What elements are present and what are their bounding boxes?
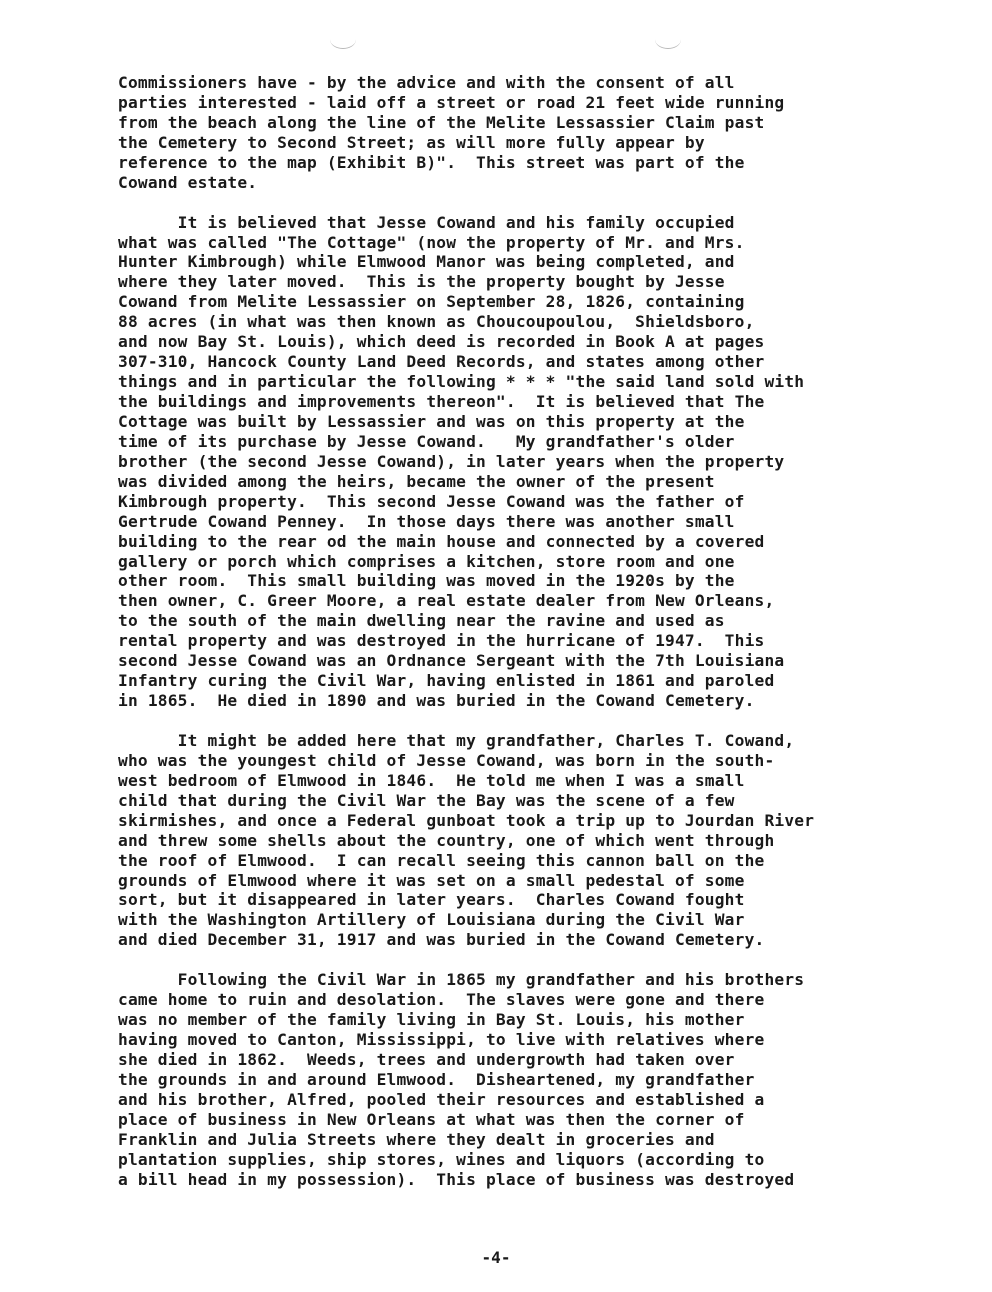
text-line: was divided among the heirs, became the owner of the present — [118, 471, 715, 491]
page-number: -4- — [481, 1248, 511, 1267]
text-line: skirmishes, and once a Federal gunboat took a trip up to Jourdan River — [118, 810, 815, 830]
text-line: 88 acres (in what was then known as Choucoupoulou, Shieldsboro, — [118, 312, 755, 332]
text-line: the buildings and improvements thereon". It is believed that The — [118, 392, 765, 411]
text-line: parties interested - laid off a street or road 21 feet wide running — [118, 92, 785, 112]
text-line: Gertrude Cowand Penney. In those days there was another small — [118, 511, 735, 531]
text-line: time of its purchase by Jesse Cowand. My grandfather's older — [118, 431, 735, 451]
punch-mark-left — [330, 30, 356, 49]
text-line: gallery or porch which comprises a kitchen, store room and one — [118, 551, 735, 571]
text-line: 307-310, Hancock County Land Deed Records, and states among other — [118, 352, 765, 372]
text-line: Commissioners have - by the advice and with the consent of all — [118, 73, 735, 92]
text-line: where they later moved. This is the property bought by Jesse — [118, 272, 725, 292]
text-line: Following the Civil War in 1865 my grandfather and his brothers — [118, 970, 805, 990]
text-line: child that during the Civil War the Bay was the scene of a few — [118, 790, 735, 810]
text-line: and died December 31, 1917 and was buried in the Cowand Cemetery. — [118, 930, 765, 950]
text-line: a bill head in my possession). This place of business was destroyed — [118, 1169, 795, 1189]
text-line: grounds of Elmwood where it was set on a small pedestal of some — [118, 870, 745, 890]
text-line: Cowand estate. — [118, 172, 258, 192]
text-line: from the beach along the line of the Melite Lessassier Claim past — [118, 112, 765, 132]
text-line: was no member of the family living in Bay St. Louis, his mother — [118, 1010, 745, 1030]
text-line: brother (the second Jesse Cowand), in later years when the property — [118, 451, 785, 471]
text-line: second Jesse Cowand was an Ordnance Sergeant with the 7th Louisiana — [118, 651, 785, 671]
text-line: things and in particular the following * * * "the said land sold with — [118, 372, 805, 392]
text-line: Hunter Kimbrough) while Elmwood Manor was being completed, and — [118, 252, 735, 272]
paragraph-gap — [118, 193, 928, 213]
text-line: she died in 1862. Weeds, trees and undergrowth had taken over — [118, 1049, 735, 1069]
text-line: other room. This small building was moved in the 1920s by the — [118, 571, 735, 591]
text-line: who was the youngest child of Jesse Cowand, was born in the south- — [118, 750, 775, 770]
text-line: plantation supplies, ship stores, wines and liquors (according to — [118, 1149, 765, 1169]
text-line: It might be added here that my grandfather, Charles T. Cowand, — [118, 730, 795, 750]
text-line: place of business in New Orleans at what was then the corner of — [118, 1109, 745, 1129]
text-line: reference to the map (Exhibit B)". This street was part of the — [118, 152, 745, 172]
text-line: then owner, C. Greer Moore, a real estate dealer from New Orleans, — [118, 591, 775, 611]
paragraph-gap — [118, 950, 928, 970]
text-line: and his brother, Alfred, pooled their resources and established a — [118, 1089, 765, 1109]
text-line: came home to ruin and desolation. The slaves were gone and there — [118, 990, 765, 1010]
text-line: west bedroom of Elmwood in 1846. He told me when I was a small — [118, 770, 745, 790]
text-line: Kimbrough property. This second Jesse Cowand was the father of — [118, 491, 745, 511]
text-line: to the south of the main dwelling near the ravine and used as — [118, 611, 725, 631]
text-line: Infantry curing the Civil War, having enlisted in 1861 and paroled — [118, 671, 775, 691]
text-line: Franklin and Julia Streets where they dealt in groceries and — [118, 1129, 715, 1149]
text-line: with the Washington Artillery of Louisiana during the Civil War — [118, 910, 745, 930]
paragraph-gap — [118, 711, 928, 731]
text-line: It is believed that Jesse Cowand and his family occupied — [118, 212, 735, 232]
text-line: what was called "The Cottage" (now the property of Mr. and Mrs. — [118, 232, 745, 252]
text-line: building to the rear od the main house and connected by a covered — [118, 531, 765, 551]
text-line: the Cemetery to Second Street; as will more fully appear by — [118, 132, 705, 152]
body-text — [118, 73, 928, 1190]
text-line: in 1865. He died in 1890 and was buried in the Cowand Cemetery. — [118, 691, 755, 711]
text-line: rental property and was destroyed in the hurricane of 1947. This — [118, 631, 765, 651]
text-line: Cowand from Melite Lessassier on September 28, 1826, containing — [118, 292, 745, 312]
text-line: and now Bay St. Louis), which deed is recorded in Book A at pages — [118, 332, 765, 352]
text-line: and threw some shells about the country, one of which went through — [118, 830, 775, 850]
paragraph — [118, 970, 928, 1189]
text-line: the grounds in and around Elmwood. Disheartened, my grandfather — [118, 1069, 755, 1089]
paragraph — [118, 73, 928, 193]
text-line: having moved to Canton, Mississippi, to live with relatives where — [118, 1030, 765, 1049]
paragraph — [118, 731, 928, 950]
text-line: sort, but it disappeared in later years. Charles Cowand fought — [118, 890, 745, 910]
paragraph — [118, 213, 928, 711]
text-line: Cottage was built by Lessassier and was on this property at the — [118, 411, 745, 431]
text-line: the roof of Elmwood. I can recall seeing this cannon ball on the — [118, 850, 765, 870]
punch-mark-right — [655, 30, 681, 49]
